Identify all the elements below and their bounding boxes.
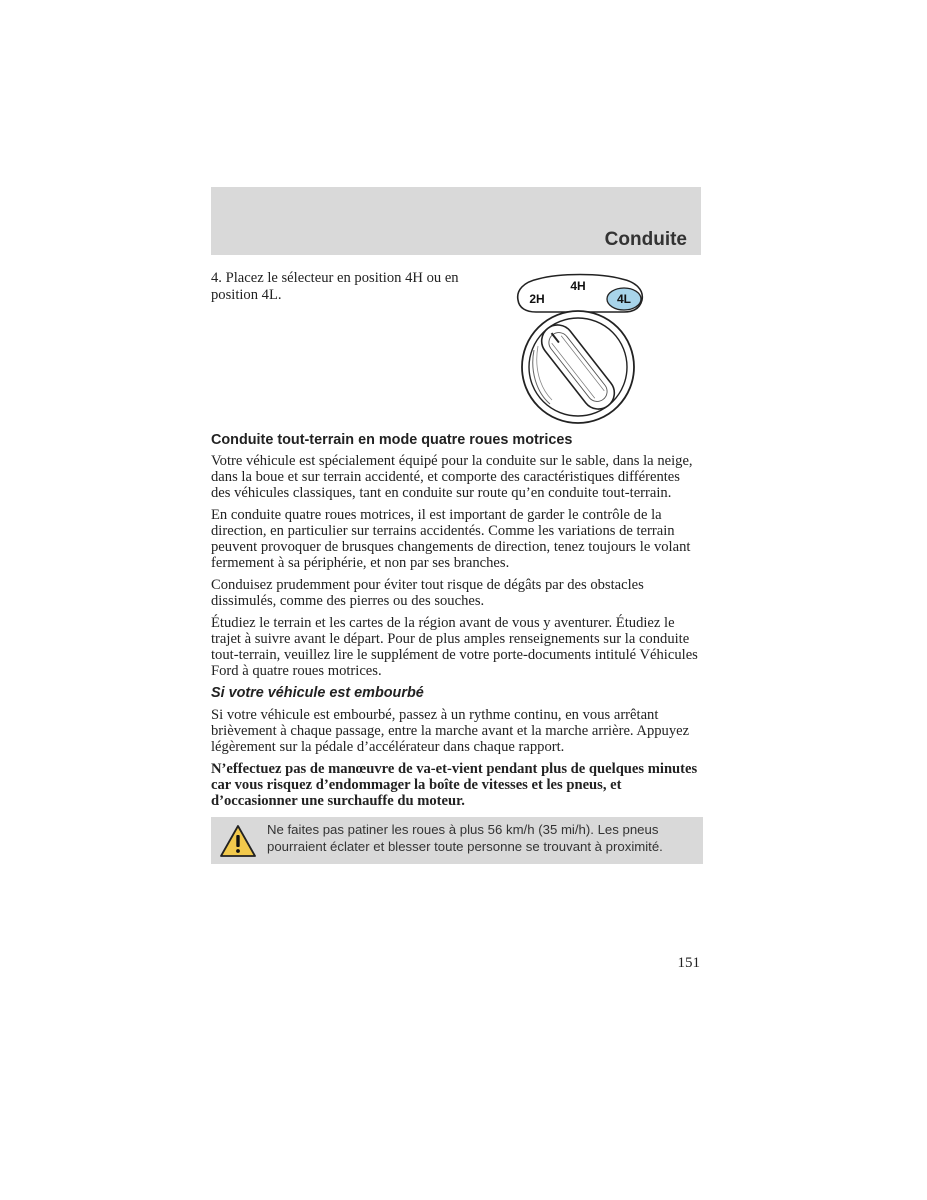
header-band: [211, 187, 701, 255]
page-title: Conduite: [604, 229, 687, 250]
label-2h: 2H: [529, 292, 545, 306]
paragraph: Votre véhicule est spécialement équipé pour la conduite sur le sable, dans la neige, dans la boue et sur terrain accidenté, et comporte des caractéristiques différentes des véhicules classiques, tant en conduite sur route qu’en conduite tout-terrain.: [211, 453, 693, 501]
warning-box: [211, 817, 703, 864]
paragraph: Conduisez prudemment pour éviter tout risque de dégâts par des obstacles dissimulés, comme des pierres ou des souches.: [211, 577, 644, 609]
4wd-selector-illustration: [510, 270, 650, 430]
label-4l: 4L: [616, 292, 632, 306]
warning-triangle-icon: [219, 824, 257, 858]
step-instruction: 4. Placez le sélecteur en position 4H ou en position 4L.: [211, 270, 459, 303]
paragraph: Si votre véhicule est embourbé, passez à un rythme continu, en vous arrêtant brièvement à chaque passage, entre la marche avant et la marche arrière. Appuyez légèrement sur la pédale d’accélérateur dans chaque rapport.: [211, 707, 690, 755]
paragraph: En conduite quatre roues motrices, il est important de garder le contrôle de la direction, en particulier sur terrains accidentés. Comme les variations de terrain peuvent provoquer de brusques changements de direction, tenez toujours le volant fermement à sa périphérie, et non par ses branches.: [211, 507, 691, 571]
page-number: 151: [677, 955, 700, 971]
main-content: [211, 432, 703, 864]
label-4h: 4H: [570, 279, 586, 293]
subsection-heading: Si votre véhicule est embourbé: [211, 685, 424, 701]
paragraph: Étudiez le terrain et les cartes de la région avant de vous y aventurer. Étudiez le trajet à suivre avant le départ. Pour de plus amples renseignements sur la conduite tout-terrain, veuillez lire le supplément de votre porte-documents intitulé Véhicules Ford à quatre roues motrices.: [211, 615, 698, 679]
warning-text: Ne faites pas patiner les roues à plus 56 km/h (35 mi/h). Les pneus pourraient éclater et blesser toute personne se trouvant à proximité.: [267, 822, 663, 854]
section-heading: Conduite tout-terrain en mode quatre roues motrices: [211, 432, 573, 448]
caution-paragraph: N’effectuez pas de manœuvre de va-et-vient pendant plus de quelques minutes car vous risquez d’endommager la boîte de vitesses et les pneus, et d’occasionner une surchauffe du moteur.: [211, 761, 698, 809]
